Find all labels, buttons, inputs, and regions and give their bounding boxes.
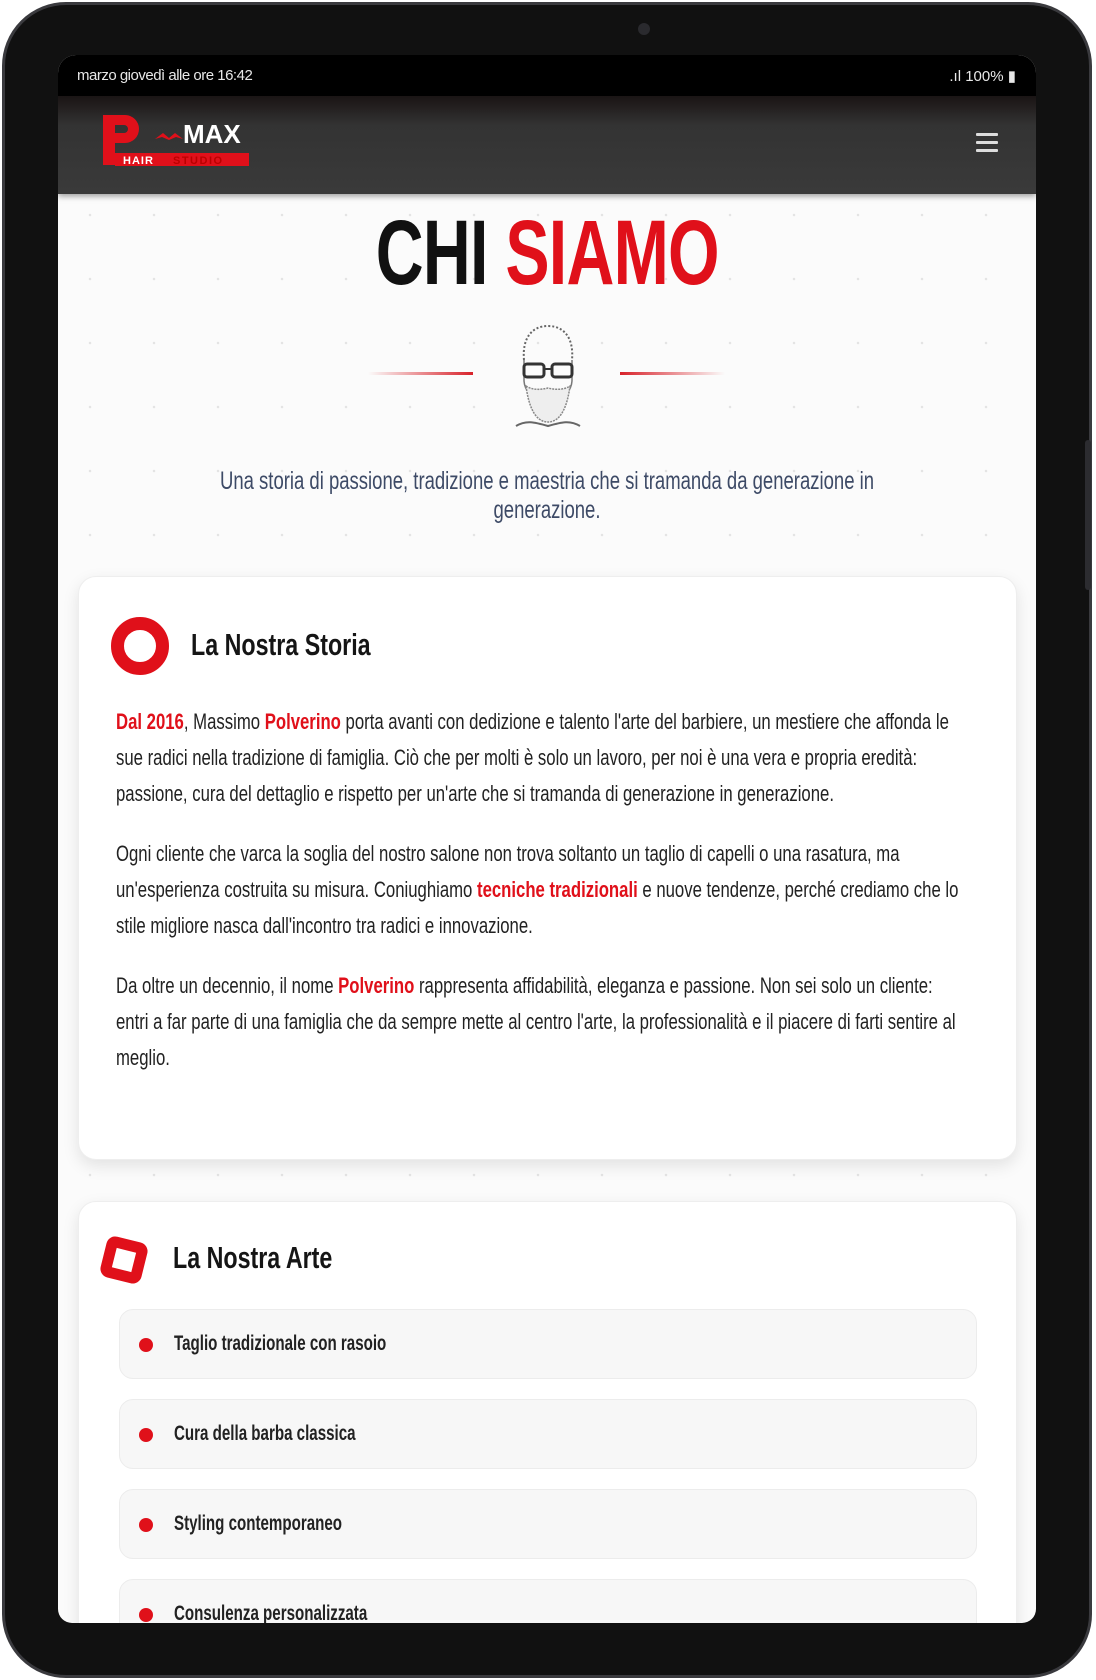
ring-icon — [111, 617, 169, 675]
bullet-icon — [139, 1338, 153, 1352]
bullet-icon — [139, 1608, 153, 1622]
highlight-text: Dal 2016 — [116, 709, 184, 734]
item-label: Styling contemporaneo — [174, 1512, 343, 1535]
list-item — [119, 1489, 977, 1559]
status-bar — [58, 55, 1036, 96]
card-nostra-storia — [78, 576, 1017, 1160]
svg-text:MAX: MAX — [183, 119, 241, 149]
divider-right — [620, 372, 725, 375]
body-text: Da oltre un decennio, il nome — [116, 973, 339, 998]
title-red: SIAMO — [505, 202, 719, 304]
section-heading: La Nostra Storia — [191, 627, 371, 662]
item-label: Taglio tradizionale con rasoio — [174, 1332, 387, 1355]
status-time: marzo giovedì alle ore 16:42 — [77, 67, 253, 84]
paragraph-2 — [116, 836, 960, 944]
storia-text — [116, 704, 960, 1100]
status-battery: .ıl 100% ▮ — [949, 68, 1016, 85]
list-item — [119, 1399, 977, 1469]
screen — [58, 55, 1036, 1623]
logo[interactable] — [103, 113, 263, 173]
body-text: Ogni cliente che varca la soglia del nostro salone non trova soltanto un taglio di capelli o una rasatura, ma un'esperienza costruita su misura. Coniughiamo — [116, 841, 900, 902]
paragraph-1 — [116, 704, 960, 812]
body-text: rappresenta affidabilità, eleganza e passione. Non sei solo un cliente: entri a far parte di una famiglia che da sempre mette al centro l'arte, la professionalità e il piacere di farti sentire al meglio. — [116, 973, 956, 1070]
highlight-text: Polverino — [264, 709, 341, 734]
item-label: Consulenza personalizzata — [174, 1602, 368, 1623]
paragraph-3 — [116, 968, 960, 1076]
page-title — [58, 203, 1036, 303]
svg-text:STUDIO: STUDIO — [173, 155, 224, 167]
item-label: Cura della barba classica — [174, 1422, 356, 1445]
square-icon — [99, 1235, 150, 1286]
camera — [638, 23, 650, 35]
card-nostra-arte — [78, 1201, 1017, 1623]
body-text: , Massimo — [183, 709, 265, 734]
bullet-icon — [139, 1428, 153, 1442]
title-black: CHI — [375, 202, 488, 304]
list-item — [119, 1309, 977, 1379]
menu-hamburger-icon[interactable] — [976, 133, 998, 153]
body-text: porta avanti con dedizione e talento l'arte del barbiere, un mestiere che affonda le sue radici nella tradizione di famiglia. Ciò che per molti è solo un lavoro, per noi è una vera e propria eredità: passione, cura del dettaglio e rispetto per un'arte che si tramanda di generazione in generazione. — [116, 709, 949, 806]
section-heading: La Nostra Arte — [173, 1240, 333, 1275]
bullet-icon — [139, 1518, 153, 1532]
list-item — [119, 1579, 977, 1623]
body-text: e nuove tendenze, perché crediamo che lo stile migliore nasca dall'incontro tra radici e innovazione. — [116, 877, 959, 938]
hero-subtitle — [58, 467, 1036, 525]
highlight-text: Polverino — [338, 973, 415, 998]
side-button — [1085, 440, 1091, 590]
subtitle-text: Una storia di passione, tradizione e maestria che si tramanda da generazione in generazione. — [219, 467, 875, 524]
svg-text:HAIR: HAIR — [123, 155, 154, 167]
barber-face-illustration — [510, 318, 586, 433]
divider-left — [368, 372, 473, 375]
site-header — [58, 96, 1036, 194]
highlight-text: tecniche tradizionali — [477, 877, 638, 902]
